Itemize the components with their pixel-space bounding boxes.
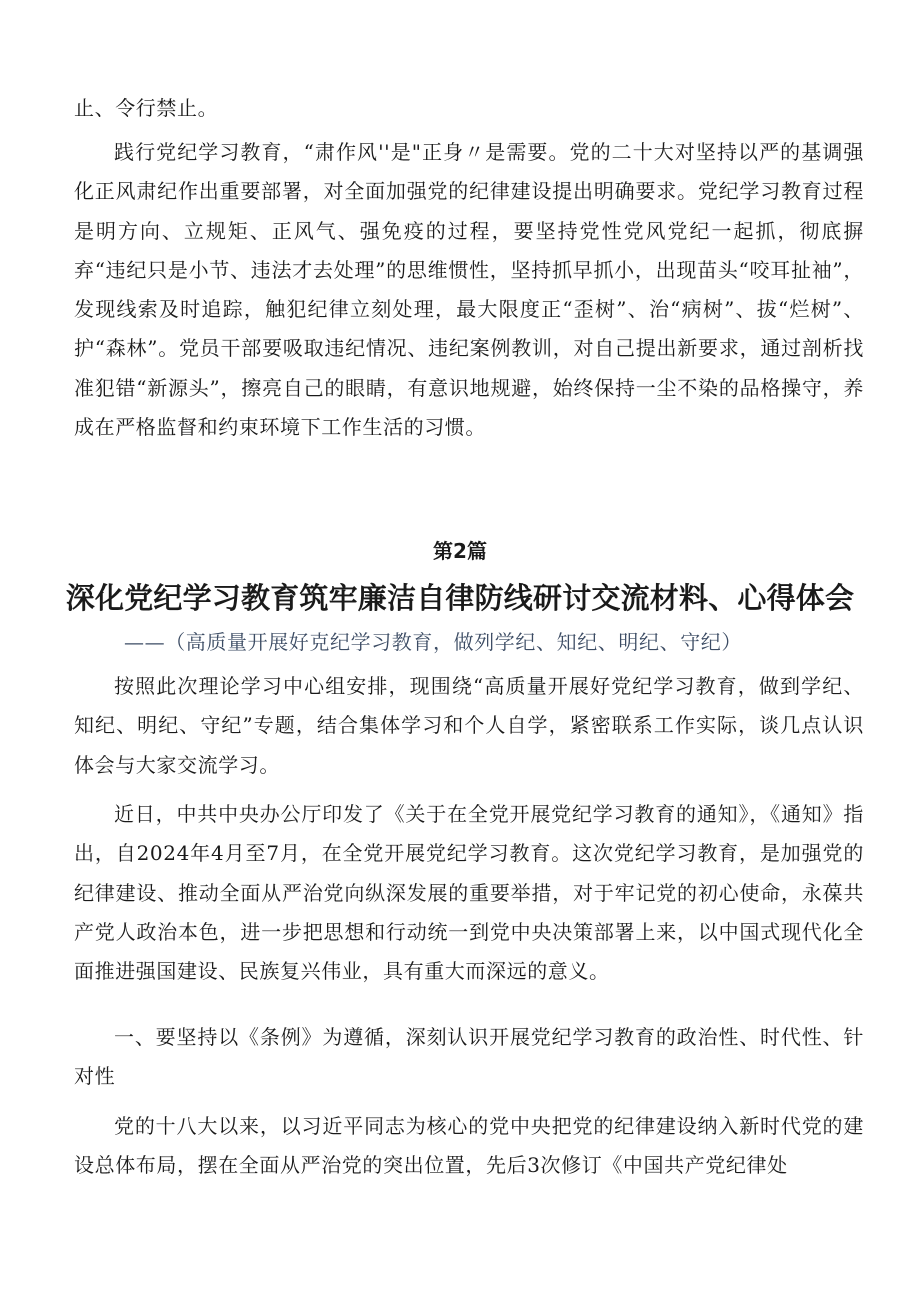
section-number: 第2篇 [433,539,487,563]
article-title: 深化党纪学习教育筑牢廉洁自律防线研讨交流材料、心得体会 [65,581,855,615]
continuation-text: 止、令行禁止。 [74,96,219,120]
body-paragraph: 近日，中共中央办公厅印发了《关于在全党开展党纪学习教育的通知》，《通知》指出，自2024年4月至7月，在全党开展党纪学习教育。这次党纪学习教育，是加强党的纪律建设、推动全面从严治党向纵深发展的重要举措，对于牢记党的初心使命，永葆共产党人政治本色，进一步把思想和行动统一到党中央决策部署上来，以中国式现代化全面推进强国建设、民族复兴伟业，具有重大而深远的意义。 [74,802,864,984]
body-paragraph: 践行党纪学习教育，“肃作风''是"正身〃是需要。党的二十大对坚持以严的基调强化正风肃纪作出重要部署，对全面加强党的纪律建设提出明确要求。党纪学习教育过程是明方向、立规矩、正风气、强免疫的过程，要坚持党性党风党纪一起抓，彻底摒弃“违纪只是小节、违法才去处理”的思维惯性，坚持抓早抓小，出现苗头“咬耳扯袖”，发现线索及时追踪，触犯纪律立刻处理，最大限度正“歪树”、治“病树”、拔“烂树”、护“森林”。党员干部要吸取违纪情况、违纪案例教训，对自己提出新要求，通过剖析找准犯错“新源头”，擦亮自己的眼睛，有意识地规避，始终保持一尘不染的品格操守，养成在严格监督和约束环境下工作生活的习惯。 [74,140,864,440]
body-paragraph: 按照此次理论学习中心组安排，现围绕“高质量开展好党纪学习教育，做到学纪、知纪、明纪、守纪”专题，结合集体学习和个人自学，紧密联系工作实际，谈几点认识体会与大家交流学习。 [74,674,864,777]
article-subtitle: ——（高质量开展好克纪学习教育，做列学纪、知纪、明纪、守纪） [124,630,742,654]
section-heading: 一、要坚持以《条例》为遵循，深刻认识开展党纪学习教育的政治性、时代性、针对性 [74,1025,864,1089]
body-paragraph: 党的十八大以来，以习近平同志为核心的党中央把党的纪律建设纳入新时代党的建设总体布局，摆在全面从严治党的突出位置，先后3次修订《中国共产党纪律处 [74,1114,864,1178]
